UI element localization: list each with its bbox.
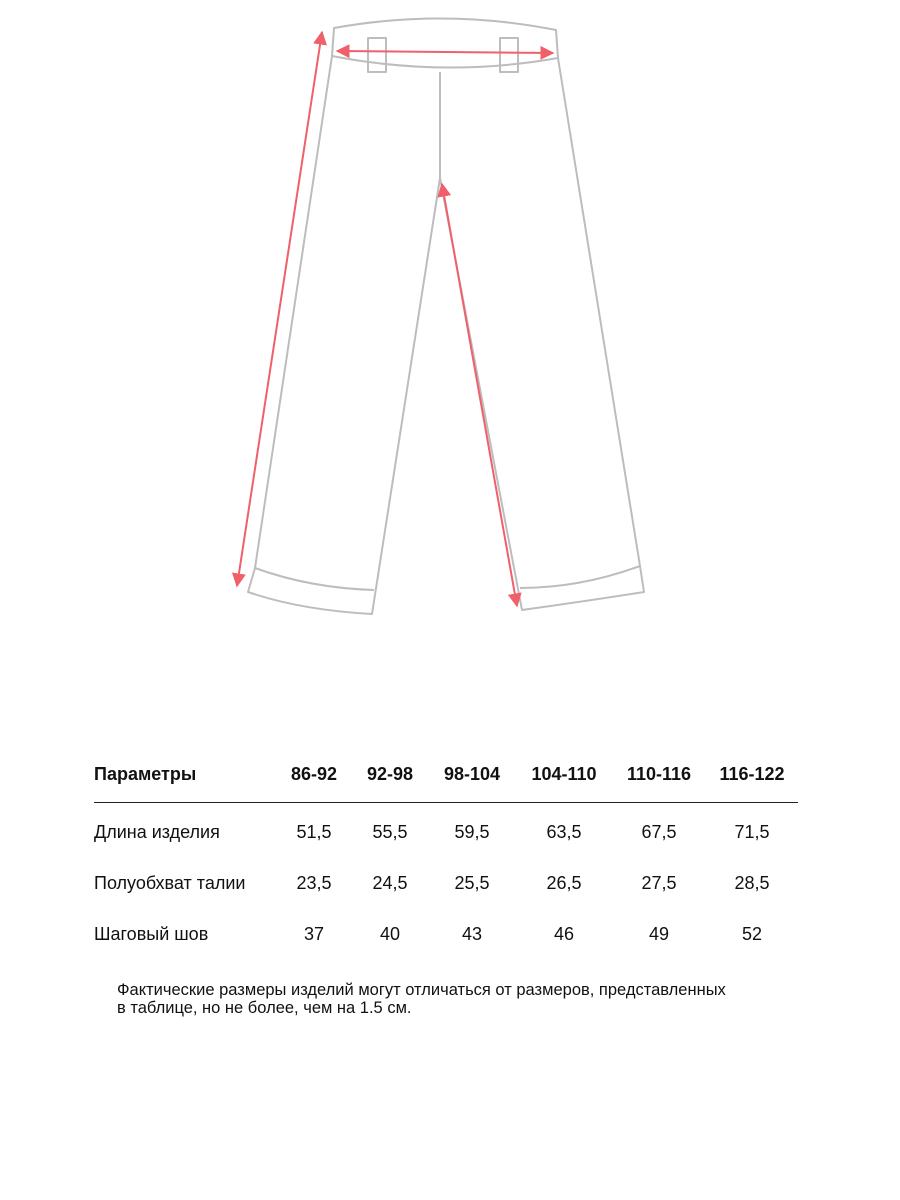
waistband <box>332 18 558 67</box>
pants-outline <box>248 18 644 614</box>
right-leg <box>440 58 644 610</box>
table-cell: 59,5 <box>454 822 490 842</box>
header-label: Параметры <box>94 764 197 784</box>
table-cell: 63,5 <box>546 822 582 842</box>
row-label: Полуобхват талии <box>94 873 246 893</box>
size-disclaimer <box>117 981 817 1017</box>
table-cell: 49 <box>648 924 670 944</box>
length-arrow <box>237 32 322 586</box>
table-cell: 23,5 <box>296 873 332 893</box>
table-header <box>94 758 798 803</box>
disclaimer-line: в таблице, но не более, чем на 1.5 см. <box>117 999 412 1017</box>
size-header: 104-110 <box>531 764 597 784</box>
waist-arrow <box>337 51 553 53</box>
row-label: Шаговый шов <box>94 924 209 944</box>
table-cell: 43 <box>461 924 483 944</box>
size-header: 110-116 <box>626 764 692 784</box>
size-table <box>94 758 798 956</box>
table-cell: 40 <box>379 924 401 944</box>
table-cell: 55,5 <box>372 822 408 842</box>
inseam-arrow <box>442 184 517 606</box>
right-cuff <box>520 566 640 588</box>
belt-loop-left <box>368 38 386 72</box>
belt-loop-right <box>500 38 518 72</box>
table-cell: 25,5 <box>454 873 490 893</box>
disclaimer-line: Фактические размеры изделий могут отличаться от размеров, представленных <box>117 981 726 999</box>
table-cell: 26,5 <box>546 873 582 893</box>
table-cell: 27,5 <box>641 873 677 893</box>
size-header: 86-92 <box>290 764 338 784</box>
size-header: 92-98 <box>366 764 414 784</box>
left-leg <box>248 56 440 614</box>
size-header: 98-104 <box>443 764 501 784</box>
table-row <box>94 854 798 905</box>
table-cell: 24,5 <box>372 873 408 893</box>
table-cell: 51,5 <box>296 822 332 842</box>
table-cell: 37 <box>303 924 325 944</box>
row-label: Длина изделия <box>94 822 220 842</box>
table-row <box>94 905 798 956</box>
left-cuff <box>255 568 374 590</box>
table-cell: 67,5 <box>641 822 677 842</box>
table-cell: 28,5 <box>734 873 770 893</box>
table-cell: 52 <box>741 924 763 944</box>
table-row <box>94 803 798 854</box>
table-cell: 71,5 <box>734 822 770 842</box>
table-cell: 46 <box>553 924 575 944</box>
size-header: 116-122 <box>719 764 785 784</box>
